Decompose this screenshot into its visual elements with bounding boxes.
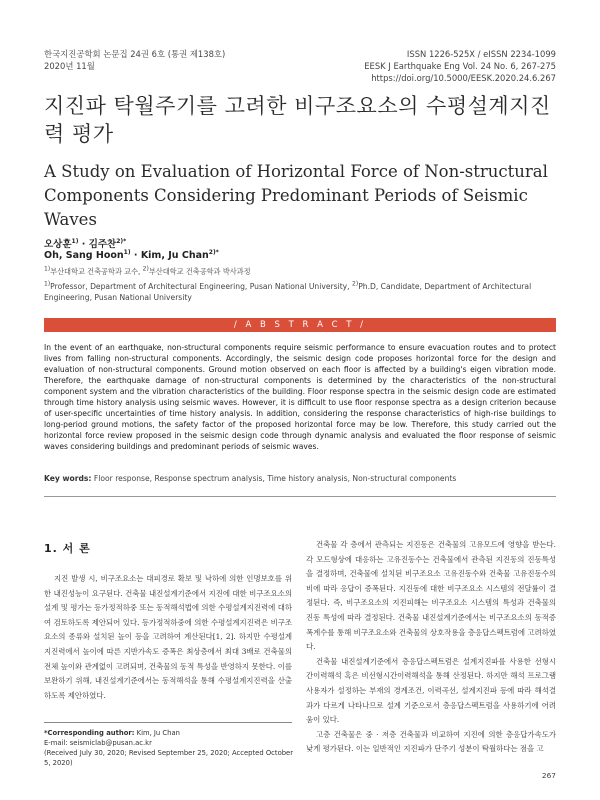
aff-ko-2: 부산대학교 건축공학과 박사과정 (148, 267, 251, 276)
doi-link[interactable]: https://doi.org/10.5000/EESK.2020.24.6.267 (371, 73, 556, 83)
page-number: 267 (541, 771, 556, 780)
author-email[interactable]: E-mail: seismiclab@pusan.ac.kr (44, 739, 152, 747)
journal-name-en: EESK J Earthquake Eng Vol. 24 No. 6, 267-275 (364, 61, 556, 71)
author-separator: · (133, 250, 138, 261)
journal-name-ko: 한국지진공학회 논문집 24권 6호 (통권 제138호) (44, 49, 226, 59)
intro-paragraph-1: 지진 발생 시, 비구조요소는 대피경로 확보 및 낙하에 의한 인명보호를 위한 내진성능이 요구된다. 건축물 내진설계기준에서 지진에 대한 비구조요소의 설계 및 평가는 등가정적하중 또는 동적해석법에 의한 수평설계지진력에 대하여 검토하도록 제안되어 있다. 등가정적하중에 의한 수평설계지진력은 비구조요소의 종류와 설치된 높이 등을 고려하여 계산된다[1, 2]. 하지만 수평설계지진력에서 높이에 따른 지반가속도 증폭은 최상층에서 최대 3배로 건축물의 전체 높이와 관계없이 고려되며, 건축물의 동적 특성을 반영하지 못한다. 이를 보완하기 위해, 내진설계기준에서는 동적해석을 통해 수평설계지진력을 산출하도록 제안하였다. (44, 574, 292, 700)
author-1-en: Oh, Sang Hoon (44, 250, 124, 261)
intro-paragraph-2: 건축물 각 층에서 관측되는 지진동은 건축물의 고유모드에 영향을 받는다. 각 모드형상에 대응하는 고유진동수는 건축물에서 관측된 지진동의 진동특성을 결정하며, 건축물에 설치된 비구조요소 고유진동수와 건축물 고유진동수의 비에 따라 응답이 증폭된다. 지진동에 대한 비구조요소 시스템의 전달률이 결정된다. 즉, 비구조요소의 지진피해는 비구조요소 시스템의 특성과 건축물의 진동 특성에 따라 결정된다. 건축물 내진설계기준에서는 비구조요소의 동적증폭계수를 통해 비구조요소와 건축물의 상호작용을 층응답스펙트럼에 고려하였다. (306, 540, 556, 652)
author-separator: · (81, 239, 86, 250)
aff-ko-1: 부산대학교 건축공학과 교수, (50, 267, 141, 276)
author-1-en-sup: 1) (123, 248, 131, 256)
abstract-text: In the event of an earthquake, non-structural components require seismic performance to ensure evacuation routes and to protect lives from falling non-structural components. Accordingly, the seismic design code proposes horizontal force for the design and evaluation of non-structural components. Ground motion observed on each floor is affected by a building's eigen vibration mode. Therefore, the earthquake damage of non-structural components is determined by the characteristics of the non-structural component system and the vibration characteristics of the building. Floor response spectra in the seismic design code are estimated through time history analysis using seismic waves. However, it is difficult to use floor response spectra as a design criterion because of user-specific uncertainties of time history analysis. In addition, considering the response characteristics of high-rise buildings to long-period ground motions, the safety factor of the proposed horizontal force may be low. Therefore, this study carried out the horizontal force review proposed in the seismic design code through dynamic analysis and evaluated the floor response of seismic waves considering buildings and predominant periods of seismic waves. (44, 343, 556, 451)
section-divider (44, 496, 556, 497)
aff-ko-sup-1: 1) (44, 265, 51, 273)
author-2-en-sup: 2)* (208, 248, 219, 256)
intro-paragraph-3: 건축물 내진설계기준에서 층응답스펙트럼은 설계지진파를 사용한 선형시간이력해석 혹은 비선형시간이력해석을 통해 산정된다. 하지만 해석 프로그램 사용자가 설정하는 부재의 경계조건, 이력곡선, 설계지진파 등에 따라 해석결과가 다르게 나타나므로 설계 기준으로서 층응답스펙트럼을 사용하기에 어려움이 있다. (306, 656, 556, 725)
section-heading-introduction: 1. 서 론 (44, 542, 91, 555)
author-2-ko-sup: 2)* (116, 237, 127, 245)
issue-date-ko: 2020년 11월 (44, 61, 95, 71)
footnote-label: *Corresponding author: (44, 729, 135, 737)
issn: ISSN 1226-525X / eISSN 2234-1099 (406, 49, 556, 59)
keywords (44, 474, 556, 483)
journal-header-left (44, 48, 225, 72)
authors-korean (44, 236, 126, 250)
aff-en-sup-2: 2) (352, 280, 359, 288)
body-column-right (306, 538, 556, 757)
received-dates: (Received July 30, 2020; Revised September 25, 2020; Accepted October 5, 2020) (44, 749, 294, 767)
intro-paragraph-4: 고층 건축물은 중 · 저층 건축물과 비교하여 지진에 의한 층응답가속도가 낮게 평가된다. 이는 일반적인 지진파가 단주기 성분이 탁월하다는 점을 고 (306, 729, 556, 754)
author-1-ko: 오상훈 (44, 239, 72, 250)
author-2-en: Kim, Ju Chan (140, 250, 209, 261)
aff-en-2: Ph.D, Candidate, Department of Architectural Engineering, Pusan National University (44, 282, 532, 302)
title-english: A Study on Evaluation of Horizontal Force of Non-structural Components Considering Predominant Periods of Seismic Waves (44, 162, 548, 229)
corresponding-author-name: Kim, Ju Chan (136, 729, 180, 737)
corresponding-author-line (44, 728, 294, 738)
affiliation-korean (44, 267, 251, 277)
authors-english (44, 250, 219, 261)
keywords-list: Floor response, Response spectrum analysis, Time history analysis, Non-structural components (93, 474, 457, 483)
author-2-ko: 김주찬 (88, 239, 117, 250)
footnote-rule (44, 722, 292, 723)
author-1-ko-sup: 1) (71, 237, 79, 245)
abstract-heading: / A B S T R A C T / (44, 318, 556, 332)
aff-en-sup-1: 1) (44, 280, 51, 288)
keywords-label: Key words: (44, 474, 92, 483)
corresponding-author-footnote (44, 728, 294, 768)
aff-en-1: Professor, Department of Architectural Engineering, Pusan National University, (50, 282, 350, 291)
journal-header-right (364, 48, 556, 84)
aff-ko-sup-2: 2) (142, 265, 149, 273)
title-korean: 지진파 탁월주기를 고려한 비구조요소의 수평설계지진력 평가 (44, 94, 551, 146)
affiliation-english (44, 282, 564, 303)
body-column-left (44, 572, 292, 703)
